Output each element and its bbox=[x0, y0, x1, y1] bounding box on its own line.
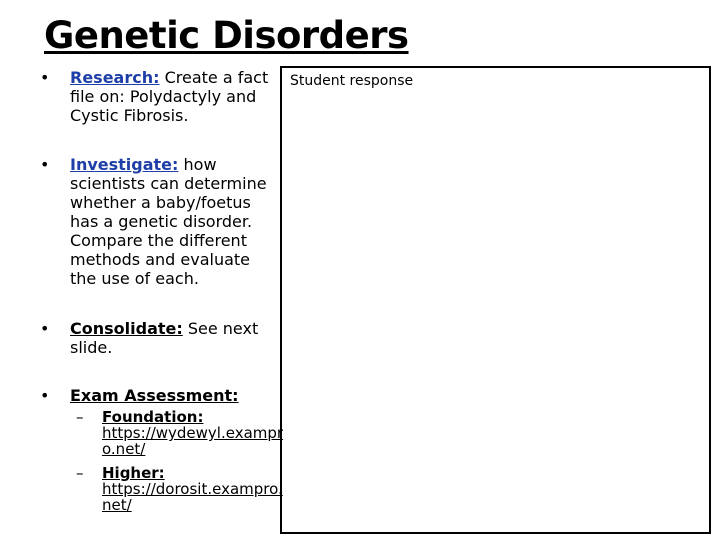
dash-icon: – bbox=[76, 408, 84, 426]
bullet-research bbox=[40, 68, 280, 125]
research-text bbox=[70, 68, 280, 125]
research-heading: Research: bbox=[70, 68, 160, 87]
bullet-icon: • bbox=[40, 155, 50, 174]
sub-item-foundation bbox=[76, 409, 286, 457]
student-response-label: Student response bbox=[290, 73, 414, 89]
exam-text bbox=[70, 386, 280, 405]
research-body: Create a fact file on: Polydactyly and Cystic Fibrosis. bbox=[70, 68, 269, 125]
consolidate-text bbox=[70, 319, 280, 357]
bullet-icon: • bbox=[40, 319, 50, 338]
bullet-icon: • bbox=[40, 68, 50, 87]
foundation-link[interactable]: https://wydewyl.exampro.net/ bbox=[102, 424, 284, 458]
page-title: Genetic Disorders bbox=[44, 14, 409, 57]
investigate-heading: Investigate: bbox=[70, 155, 179, 174]
student-response-box[interactable] bbox=[280, 66, 711, 534]
dash-icon: – bbox=[76, 464, 84, 482]
exam-heading: Exam Assessment: bbox=[70, 386, 239, 405]
higher-label: Higher: bbox=[102, 464, 165, 482]
foundation-text bbox=[102, 409, 286, 457]
sub-item-higher bbox=[76, 465, 286, 513]
foundation-label: Foundation: bbox=[102, 408, 204, 426]
bullet-exam bbox=[40, 386, 280, 405]
consolidate-body: See next slide. bbox=[70, 319, 259, 357]
bullet-icon: • bbox=[40, 386, 50, 405]
consolidate-heading: Consolidate: bbox=[70, 319, 183, 338]
higher-text bbox=[102, 465, 286, 513]
investigate-body: how scientists can determine whether a baby/foetus has a genetic disorder. Compare the different methods and evaluate the use of each. bbox=[70, 155, 267, 288]
investigate-text bbox=[70, 155, 280, 288]
bullet-investigate bbox=[40, 155, 280, 288]
bullet-consolidate bbox=[40, 319, 280, 357]
higher-link[interactable]: https://dorosit.exampro.net/ bbox=[102, 480, 283, 514]
